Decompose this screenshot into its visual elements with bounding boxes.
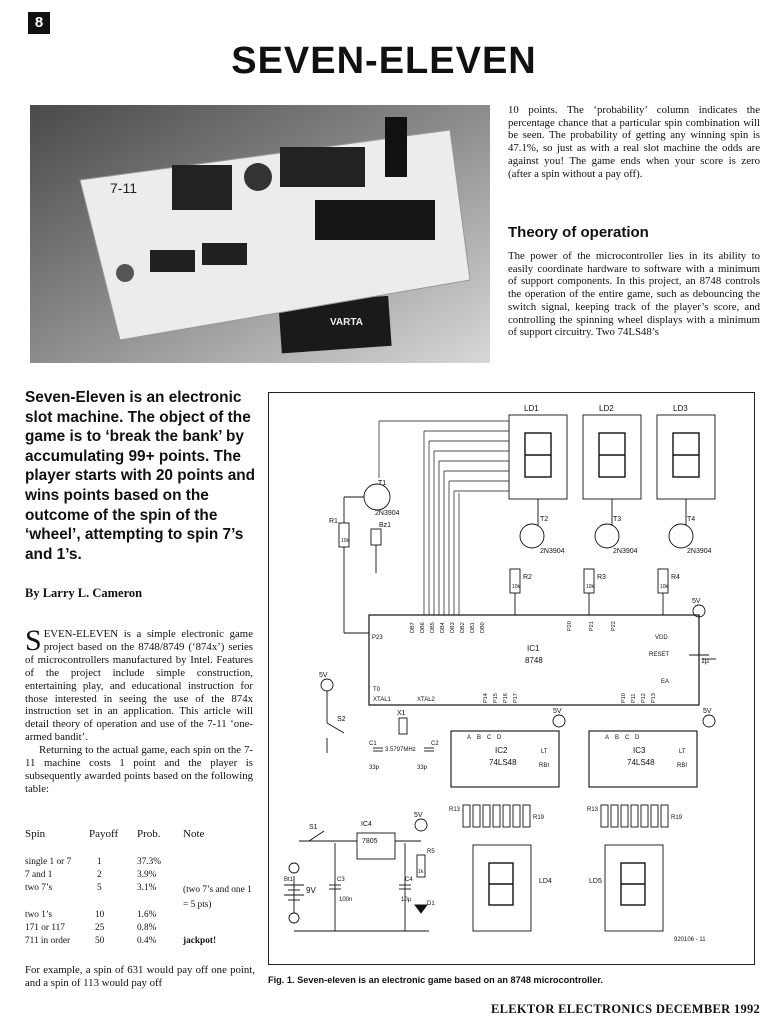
svg-text:B: B [615, 735, 620, 741]
s1-label: S1 [309, 824, 318, 831]
svg-text:5V: 5V [553, 708, 562, 715]
battery-name: Bt1 [284, 877, 294, 883]
svg-text:C3: C3 [337, 877, 345, 883]
t2-type: 2N3904 [540, 548, 565, 555]
table-cell: 3.9% [137, 870, 157, 880]
c2-value: 33p [417, 765, 428, 771]
table-cell: 0.4% [137, 936, 157, 946]
svg-text:D: D [497, 735, 502, 741]
r19-label: R19 [533, 815, 545, 821]
ic3-name: IC3 [633, 746, 646, 755]
x1-label: X1 [397, 710, 406, 717]
ic2-part: 74LS48 [489, 758, 517, 767]
display-ld2 [583, 404, 641, 499]
t2-label: T2 [540, 516, 549, 523]
svg-text:5V: 5V [703, 708, 712, 715]
photo-illustration [30, 105, 490, 363]
table-cell: 1.6% [137, 910, 157, 920]
t1-label: T1 [378, 480, 387, 487]
article-title: SEVEN-ELEVEN [231, 40, 537, 82]
table-cell: 50 [95, 936, 105, 946]
t1-type: 2N3904 [375, 510, 400, 517]
r4-label: R4 [671, 574, 680, 581]
table-cell: two 1’s [25, 910, 53, 920]
t4-label: T4 [687, 516, 696, 523]
bottom-paragraph: For example, a spin of 631 would pay off one point, and a spin of 113 would pay off [25, 964, 255, 989]
r5-value: 1k [418, 869, 424, 875]
table-cell: 10 [95, 910, 105, 920]
svg-text:P10: P10 [621, 693, 627, 703]
s2-label: S2 [337, 716, 346, 723]
right-para-1: 10 points. The ‘probability’ column indicates the percentage chance that a particular spin combination will be seen. The probability of getting any winning spin is 47.1%, so just as with a real slot machine the odds are against you! The game ends when your score is zero (after a spin without a pay off). [508, 104, 760, 180]
ld2-label: LD2 [599, 404, 614, 413]
x1-value: 3.5797MHz [385, 747, 416, 753]
svg-text:DB5: DB5 [430, 622, 436, 633]
intro-text: Seven-Eleven is an electronic slot machine. The object of the game is to ‘break the bank’ by accumulating 99+ points. The player starts with 20 points and wins points based on the outcome of the spin of the ‘wheel’, attempting to spin 7’s and 1’s. [25, 389, 256, 563]
ic2-name: IC2 [495, 746, 508, 755]
ic1-pin-t0: T0 [373, 687, 381, 693]
svg-text:DB4: DB4 [440, 622, 446, 633]
svg-text:RBI: RBI [677, 763, 688, 769]
ic1-pin-p23: P23 [372, 635, 383, 641]
svg-text:P15: P15 [493, 693, 499, 703]
r4-value: 10k [660, 584, 669, 590]
table-cell-note: (two 7’s and one 1 = 5 pts) [183, 885, 252, 910]
svg-text:B: B [477, 735, 482, 741]
table-cell: 1 [97, 857, 102, 867]
svg-text:P12: P12 [641, 693, 647, 703]
c1-value: 33p [369, 765, 380, 771]
table-cell-note: jackpot! [183, 936, 217, 946]
c6-label: 1µ [701, 658, 709, 665]
ic1-pin-xtal2: XTAL2 [417, 697, 435, 703]
ld4-label: LD4 [539, 878, 552, 885]
vcc-label: 5V [692, 598, 701, 605]
ic4-part: 7805 [362, 838, 378, 845]
r3-value: 10k [586, 584, 595, 590]
svg-text:P21: P21 [589, 621, 595, 631]
svg-text:LT: LT [541, 749, 548, 755]
page-footer: ELEKTOR ELECTRONICS DECEMBER 1992 [491, 1002, 761, 1016]
table-cell: 3.1% [137, 883, 157, 893]
table-cell: 2 [97, 870, 102, 880]
r1-label: R1 [329, 518, 338, 525]
svg-text:C4: C4 [405, 877, 413, 883]
ic1-pin-ea: EA [661, 679, 670, 685]
r5-label: R5 [427, 849, 435, 855]
svg-text:DB3: DB3 [450, 622, 456, 633]
body-para-1 [25, 624, 253, 744]
svg-text:P20: P20 [567, 621, 573, 631]
svg-text:P11: P11 [631, 693, 637, 703]
ic4-name: IC4 [361, 821, 372, 828]
svg-text:DB1: DB1 [470, 622, 476, 633]
svg-text:C1: C1 [369, 741, 377, 747]
c3-value: 100n [339, 897, 353, 903]
svg-text:A: A [467, 735, 472, 741]
svg-text:D: D [635, 735, 640, 741]
ic1-name: IC1 [527, 644, 540, 653]
ld5-label: LD5 [589, 878, 602, 885]
c4-value: 10µ [401, 897, 412, 903]
t3-label: T3 [613, 516, 622, 523]
schematic-figure [268, 392, 755, 965]
svg-text:5V: 5V [414, 812, 423, 819]
right-column-text-2 [508, 250, 760, 339]
table-cell: 37.3% [137, 857, 162, 867]
figure-caption: Fig. 1. Seven-eleven is an electronic game based on an 8748 microcontroller. [268, 975, 603, 985]
table-header-payoff: Payoff [89, 828, 119, 840]
table-cell: 5 [97, 883, 102, 893]
r2-value: 10k [512, 584, 521, 590]
table-header-spin: Spin [25, 828, 46, 840]
board-label: 7-11 [110, 180, 137, 196]
table-cell: 25 [95, 923, 105, 933]
svg-text:P22: P22 [611, 621, 617, 631]
t3-type: 2N3904 [613, 548, 638, 555]
right-column-text-1 [508, 104, 760, 180]
ic1-pin-vdd: VDD [655, 635, 668, 641]
table-header-note: Note [183, 828, 205, 840]
svg-text:DB6: DB6 [420, 622, 426, 633]
display-ld3 [657, 404, 715, 499]
r13-label: R13 [449, 807, 461, 813]
battery-value: 9V [306, 886, 316, 895]
body-para-1-text: EVEN-ELEVEN is a simple electronic game project based on the 8748/8749 (‘874x’) series of microcontrollers manufactured by Intel. Features of the project include simple construction, entertaining play, and educational instruction for those interested in seeing the use of the 874x instruction set in an application. This article will detail theory of operation and use of the 7-11 ‘one-armed bandit’. [25, 628, 253, 744]
display-ld1 [509, 404, 567, 499]
svg-text:C: C [625, 735, 630, 741]
svg-text:P17: P17 [513, 693, 519, 703]
svg-text:C: C [487, 735, 492, 741]
svg-text:RBI: RBI [539, 763, 550, 769]
table-cell: 0.8% [137, 923, 157, 933]
ld1-label: LD1 [524, 404, 539, 413]
svg-text:DB0: DB0 [480, 622, 486, 633]
body-text [25, 624, 253, 796]
schematic-diagram [269, 393, 754, 964]
battery-label: VARTA [330, 317, 363, 328]
ic1-part: 8748 [525, 656, 543, 665]
svg-text:LT: LT [679, 749, 686, 755]
r3-label: R3 [597, 574, 606, 581]
svg-text:R13: R13 [587, 807, 599, 813]
svg-text:A: A [605, 735, 610, 741]
svg-text:P13: P13 [651, 693, 657, 703]
figure-ref: 920106 - 11 [674, 937, 706, 943]
svg-text:P16: P16 [503, 693, 509, 703]
table-cell: 171 or 117 [25, 923, 65, 933]
right-para-2: The power of the microcontroller lies in its ability to easily coordinate hardware to software with a minimum of support components. In this project, an 8748 controls the operation of the entire game, such as debouncing the switch signal, keeping track of the player’s score, and controlling the spinning wheel displays with a minimum of support circuitry. Two 74LS48’s [508, 250, 760, 339]
page-number: 8 [28, 12, 50, 34]
table-cell: 7 and 1 [25, 870, 53, 880]
svg-text:P14: P14 [483, 693, 489, 703]
byline: By Larry L. Cameron [25, 586, 143, 600]
d1-label: D1 [427, 901, 435, 907]
r1-value: 10k [341, 538, 350, 544]
dropcap: S [25, 624, 42, 657]
ld3-label: LD3 [673, 404, 688, 413]
svg-text:DB2: DB2 [460, 622, 466, 633]
svg-text:DB7: DB7 [410, 622, 416, 633]
ic1-pin-reset: RESET [649, 652, 670, 658]
buzzer-label: Bz1 [379, 522, 392, 529]
table-cell: two 7’s [25, 883, 53, 893]
transistor-t3 [584, 516, 638, 593]
svg-text:5V: 5V [319, 672, 328, 679]
transistor-t4 [658, 516, 712, 593]
table-cell: 711 in order [25, 936, 71, 946]
ic1-pin-xtal1: XTAL1 [373, 697, 391, 703]
transistor-t2 [510, 516, 565, 593]
r2-label: R2 [523, 574, 532, 581]
table-header-prob: Prob. [137, 828, 161, 840]
section-heading: Theory of operation [508, 224, 649, 241]
svg-text:R19: R19 [671, 815, 683, 821]
t4-type: 2N3904 [687, 548, 712, 555]
svg-text:C2: C2 [431, 741, 439, 747]
circuit-board-photo [30, 105, 490, 363]
body-para-2: Returning to the actual game, each spin on the 7-11 machine costs 1 point and the player is subsequently awarded points based on the following table: [25, 744, 253, 795]
ic3-part: 74LS48 [627, 758, 655, 767]
table-cell: single 1 or 7 [25, 857, 72, 867]
